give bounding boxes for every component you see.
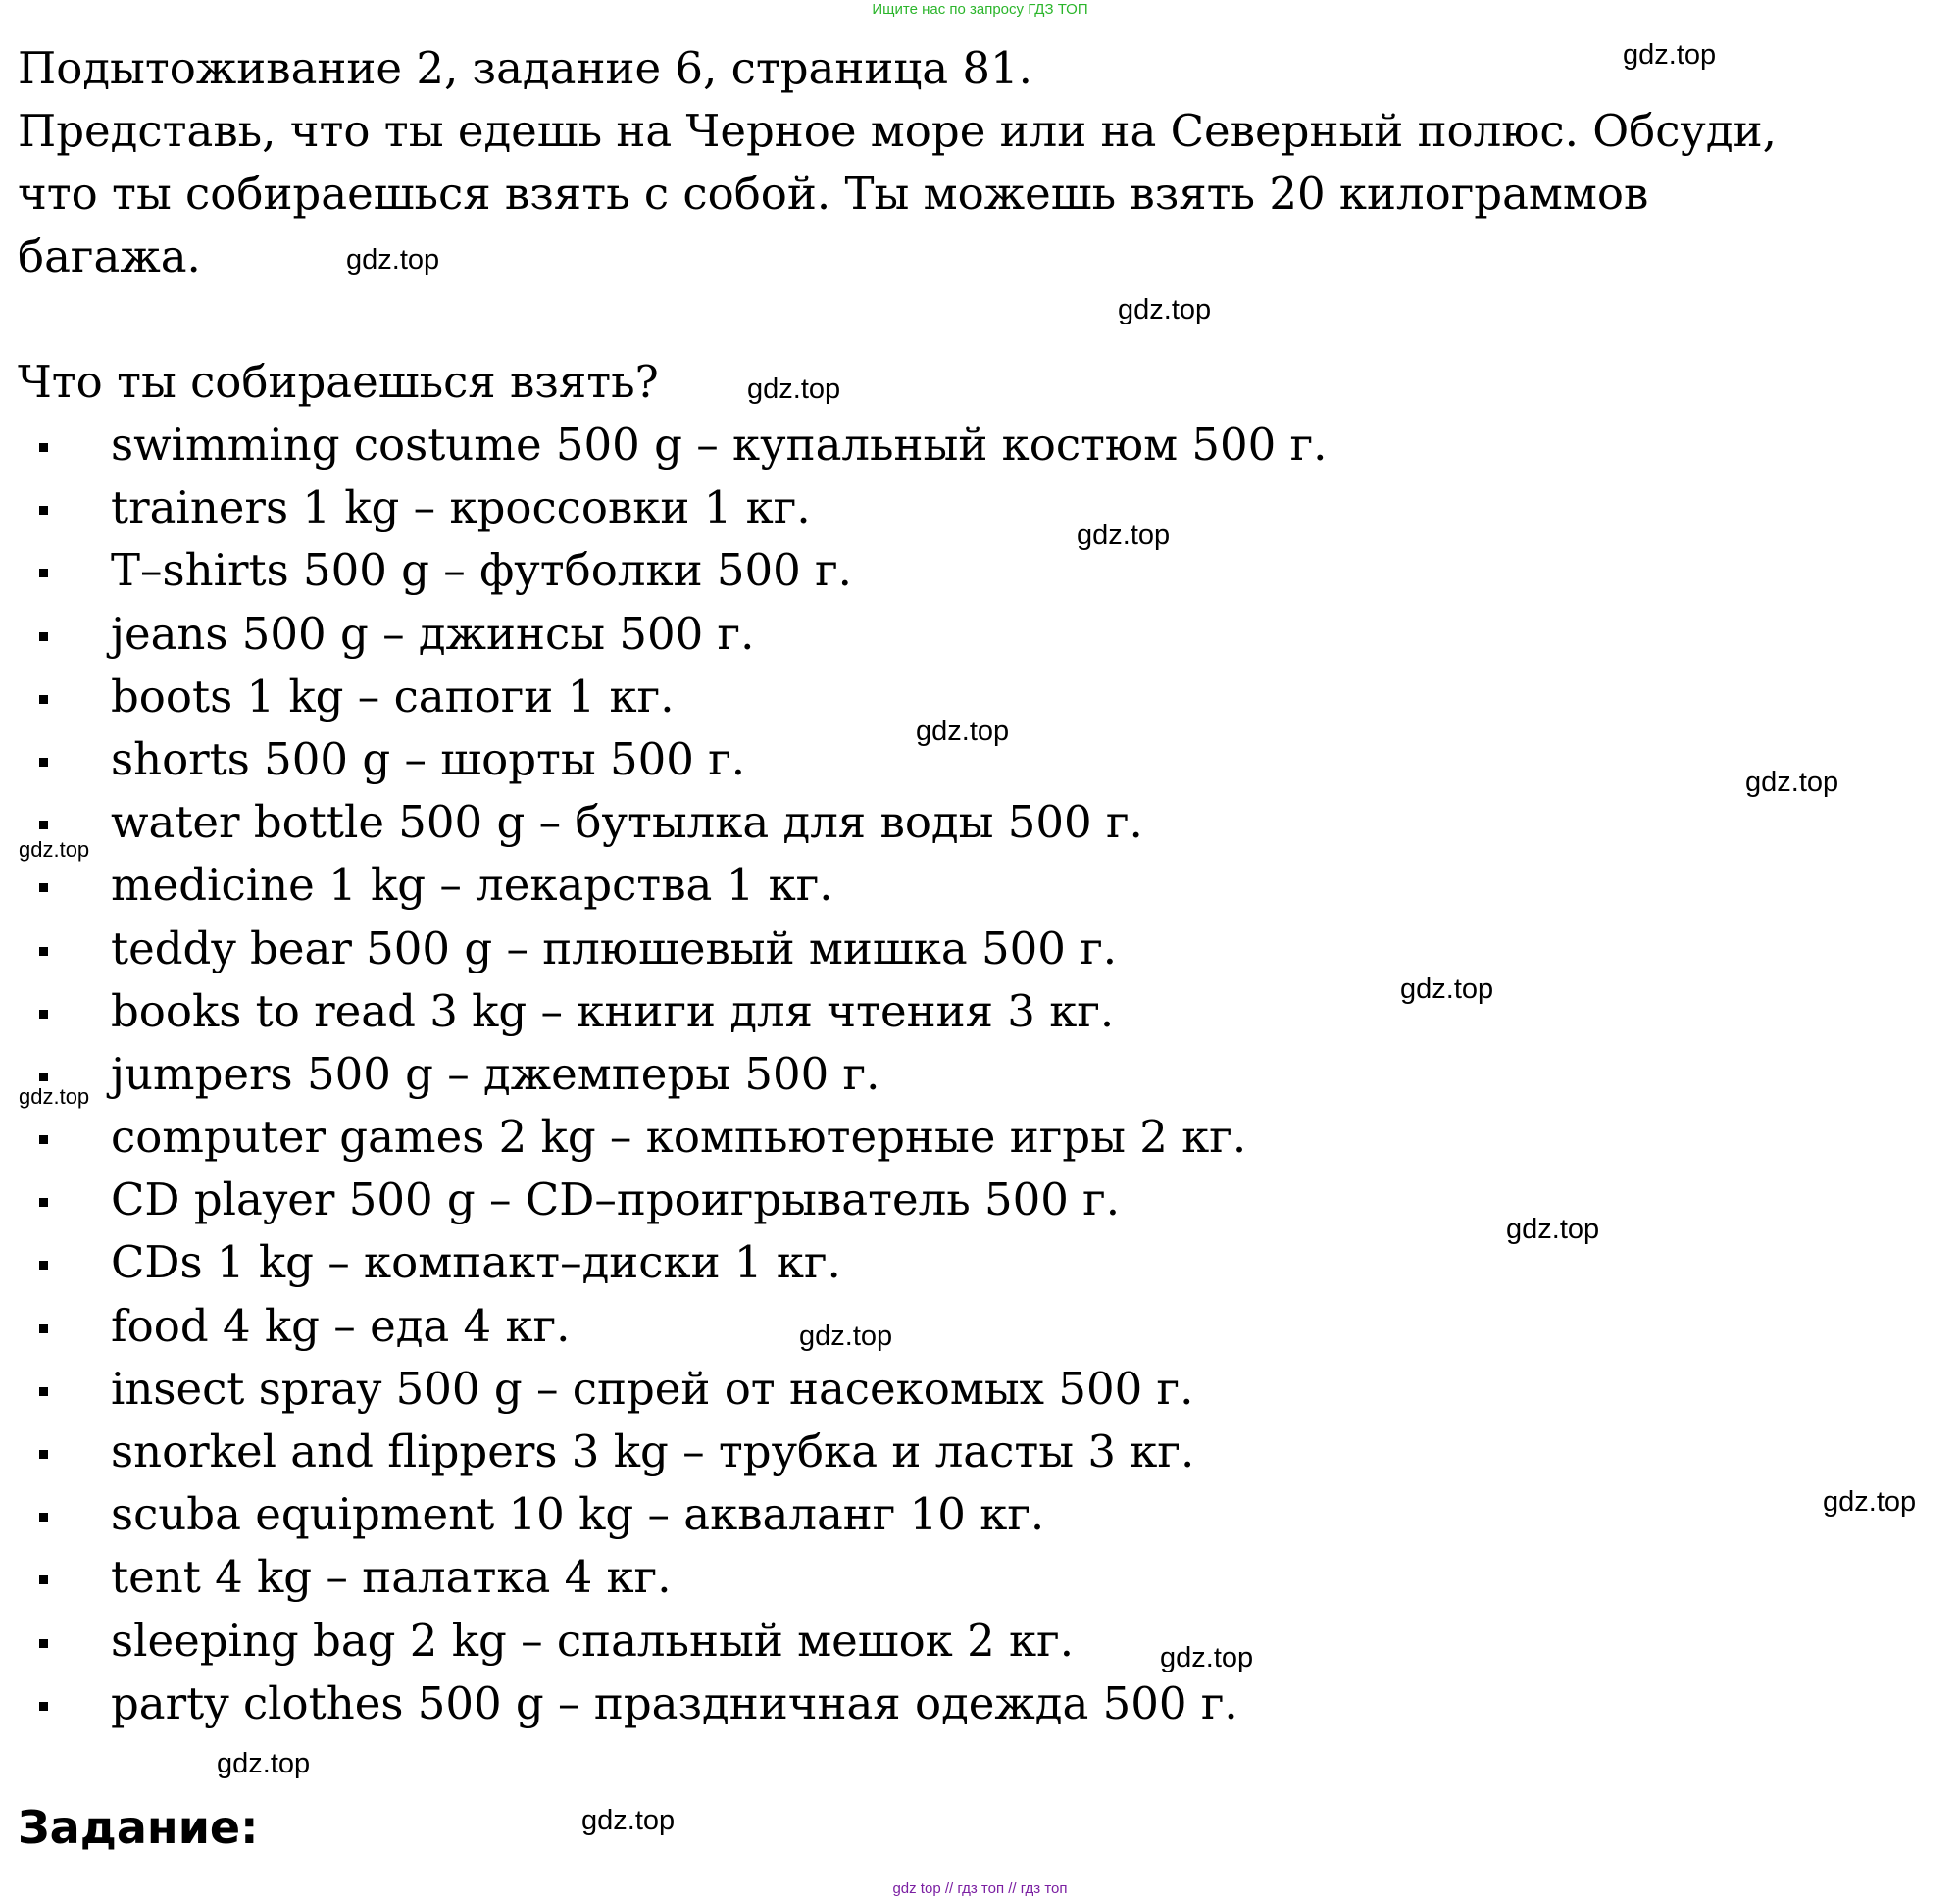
watermark: gdz.top bbox=[1823, 1486, 1917, 1518]
bullet-icon bbox=[39, 1387, 48, 1396]
watermark: gdz.top bbox=[1118, 294, 1212, 325]
watermark: gdz.top bbox=[19, 837, 90, 862]
bullet-icon bbox=[39, 1010, 48, 1019]
watermark: gdz.top bbox=[747, 374, 841, 405]
watermark: gdz.top bbox=[1160, 1642, 1254, 1673]
watermark: gdz.top bbox=[19, 1084, 90, 1109]
task-text-line-1: Представь, что ты едешь на Черное море или на Северный полюс. Обсуди, bbox=[18, 105, 1777, 157]
bullet-icon bbox=[39, 1639, 48, 1648]
bullet-icon bbox=[39, 1324, 48, 1333]
watermark: gdz.top bbox=[1506, 1214, 1600, 1245]
watermark: gdz.top bbox=[799, 1321, 893, 1352]
footer-links: gdz top // гдз топ // гдз топ bbox=[892, 1880, 1068, 1897]
top-banner: Ищите нас по запросу ГДЗ ТОП bbox=[872, 1, 1088, 18]
bullet-icon bbox=[39, 1198, 48, 1207]
exercise-title: Подытоживание 2, задание 6, страница 81. bbox=[18, 42, 1032, 94]
bullet-icon bbox=[39, 506, 48, 515]
bullet-icon bbox=[39, 443, 48, 452]
bullet-icon bbox=[39, 1513, 48, 1522]
bullet-icon bbox=[39, 758, 48, 767]
bullet-icon bbox=[39, 1261, 48, 1270]
bullet-icon bbox=[39, 947, 48, 956]
watermark: gdz.top bbox=[1745, 767, 1839, 798]
bullet-icon bbox=[39, 632, 48, 641]
question: Что ты собираешься взять? bbox=[18, 356, 659, 408]
watermark: gdz.top bbox=[1400, 973, 1494, 1005]
task-label: Задание: bbox=[18, 1801, 259, 1854]
watermark: gdz.top bbox=[1623, 39, 1717, 71]
watermark: gdz.top bbox=[916, 716, 1010, 747]
bullet-icon bbox=[39, 821, 48, 829]
bullet-icon bbox=[39, 695, 48, 704]
bullet-icon bbox=[39, 1450, 48, 1459]
task-text-line-2: что ты собираешься взять с собой. Ты можешь взять 20 килограммов bbox=[18, 168, 1649, 220]
watermark: gdz.top bbox=[1077, 520, 1171, 551]
watermark: gdz.top bbox=[217, 1748, 311, 1779]
watermark: gdz.top bbox=[346, 244, 440, 275]
bullet-icon bbox=[39, 1702, 48, 1711]
bullet-icon bbox=[39, 1575, 48, 1584]
bullet-icon bbox=[39, 569, 48, 577]
bullet-icon bbox=[39, 883, 48, 892]
bullet-icon bbox=[39, 1073, 48, 1081]
bullet-icon bbox=[39, 1135, 48, 1144]
task-text-line-3: багажа. bbox=[18, 230, 201, 282]
watermark: gdz.top bbox=[581, 1805, 676, 1836]
